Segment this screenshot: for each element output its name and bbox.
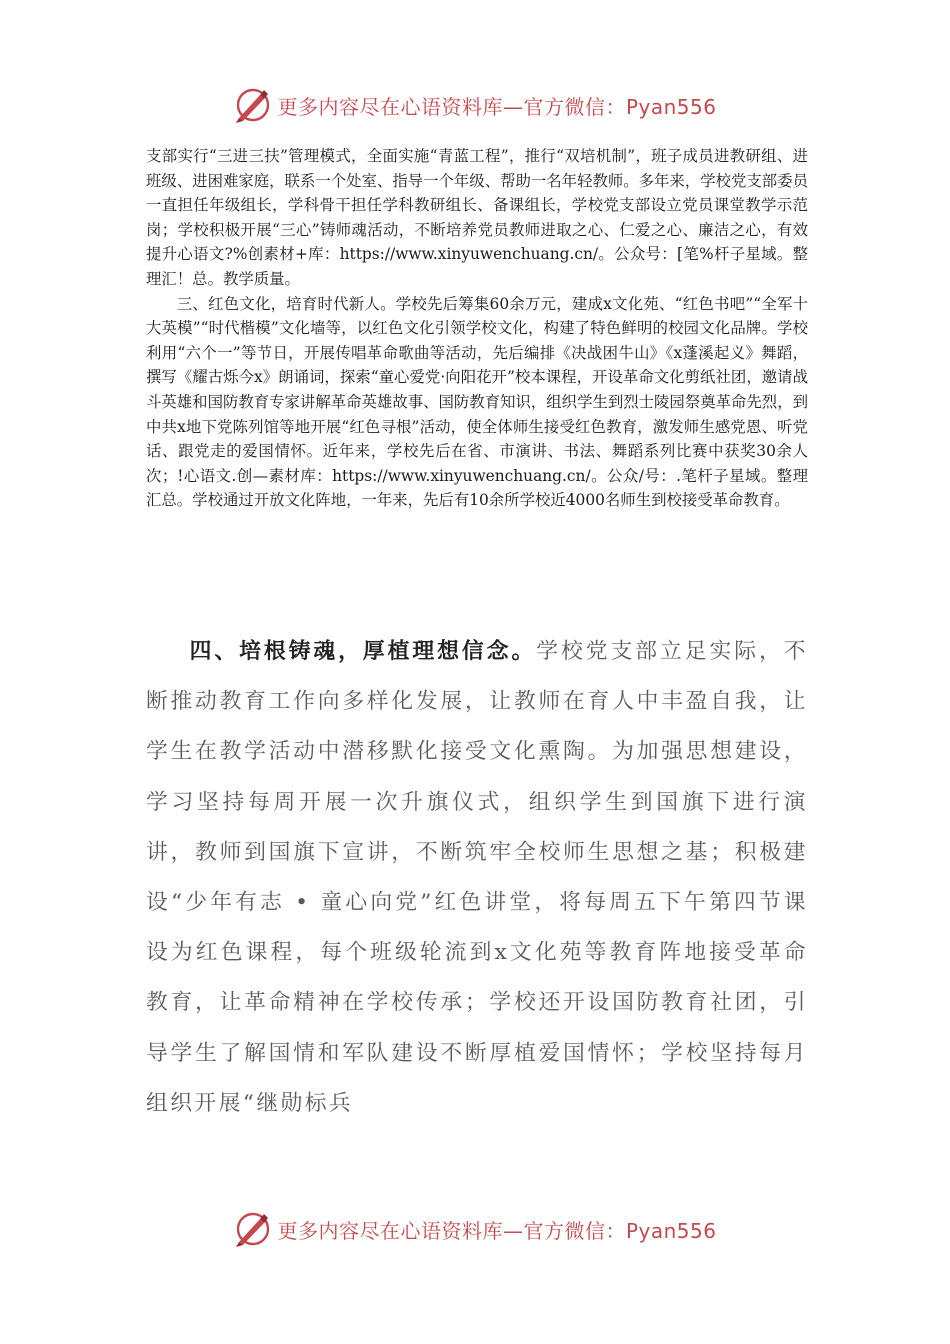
- paragraph-continuation: 支部实行“三进三扶”管理模式，全面实施“青蓝工程”，推行“双培机制”，班子成员进教研组、进班级、进困难家庭，联系一个处室、指导一个年级、帮助一名年轻教师。多年来，学校党支部委员一直担任年级组长，学科骨干担任学科教研组长、备课组长，学校党支部设立党员课堂教学示范岗；学校积极开展“三心”铸师魂活动，不断培养党员教师进取之心、仁爱之心、廉洁之心，有效提升心语文?%创素材+库：https://www.xinyuwenchuang.cn/。公众号：[笔%杆子星域。整理汇！总。教学质量。: [146, 147, 808, 288]
- paragraph-section-4: [146, 627, 808, 1129]
- pen-circle-logo-icon: [233, 85, 273, 125]
- body-large-text: [146, 627, 808, 1129]
- header-banner-text: 更多内容尽在心语资料库—官方微信：Pyan556: [277, 94, 717, 119]
- footer-banner-text: 更多内容尽在心语资料库—官方微信：Pyan556: [277, 1218, 717, 1243]
- footer-banner: [0, 1207, 950, 1251]
- header-banner: [0, 83, 950, 127]
- body-small-text: [146, 144, 808, 513]
- paragraph-section-3: 三、红色文化，培育时代新人。学校先后筹集60余万元，建成x文化苑、“红色书吧”“全军十大英模”“时代楷模”文化墙等，以红色文化引领学校文化，构建了特色鲜明的校园文化品牌。学校利用“六个一”等节日，开展传唱革命歌曲等活动，先后编排《决战困牛山》《x蓬溪起义》舞蹈，撰写《耀古烁今x》朗诵词，探索“童心爱党·向阳花开”校本课程，开设革命文化剪纸社团，邀请战斗英雄和国防教育专家讲解革命英雄故事、国防教育知识，组织学生到烈士陵园祭奠革命先烈，到中共x地下党陈列馆等地开展“红色寻根”活动，使全体师生接受红色教育，激发师生感党恩、听党话、跟党走的爱国情怀。近年来，学校先后在省、市演讲、书法、舞蹈系列比赛中获奖30余人次；!心语文.创—素材库：https://www.xinyuwenchuang.cn/。公众/号：.笔杆子星域。整理汇总。学校通过开放文化阵地，一年来，先后有10余所学校近4000名师生到校接受革命教育。: [146, 294, 808, 510]
- pen-circle-logo-icon: [233, 1209, 273, 1249]
- section-4-text: 学校党支部立足实际，不断推动教育工作向多样化发展，让教师在育人中丰盈自我，让学生在教学活动中潜移默化接受文化熏陶。为加强思想建设，学习坚持每周开展一次升旗仪式，组织学生到国旗下进行演讲，教师到国旗下宣讲，不断筑牢全校师生思想之基；积极建设“少年有志 • 童心向党”红色讲堂，将每周五下午第四节课设为红色课程，每个班级轮流到x文化苑等教育阵地接受革命教育，让革命精神在学校传承；学校还开设国防教育社团，引导学生了解国情和军队建设不断厚植爱国情怀；学校坚持每月组织开展“继勋标兵: [146, 639, 808, 1116]
- section-4-heading: 四、培根铸魂，厚植理想信念。: [189, 639, 537, 664]
